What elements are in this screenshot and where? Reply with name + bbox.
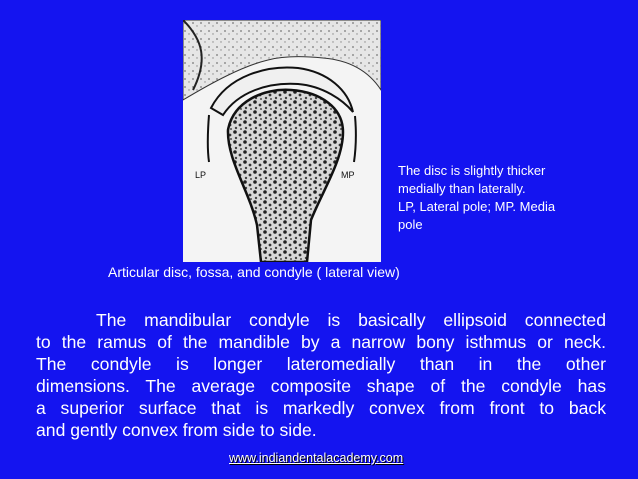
figure-description-line: LP, Lateral pole; MP. Media [398,199,556,214]
figure-description [398,162,608,234]
figure-caption: Articular disc, fossa, and condyle ( lateral view) [108,264,400,280]
body-line: The mandibular condyle is basically ellipsoid connected [96,310,606,330]
condyle-illustration [183,20,381,262]
lp-label: LP [195,170,207,180]
watermark-link[interactable]: www.indiandentalacademy.com [229,451,404,465]
body-line: The condyle is longer lateromedially than in the other [36,354,606,374]
body-line: dimensions. The average composite shape of the condyle has [36,376,606,396]
mp-label: MP [341,170,355,180]
body-paragraph [36,309,606,441]
figure-description-line: The disc is slightly thicker [398,163,546,178]
condyle-diagram [183,20,381,262]
figure-description-line: medially than laterally. [398,181,526,196]
body-line: to the ramus of the mandible by a narrow bony isthmus or neck. [36,332,606,352]
body-line: a superior surface that is markedly convex from front to back [36,398,606,418]
body-line: and gently convex from side to side. [36,420,317,440]
figure-description-line: pole [398,217,423,232]
